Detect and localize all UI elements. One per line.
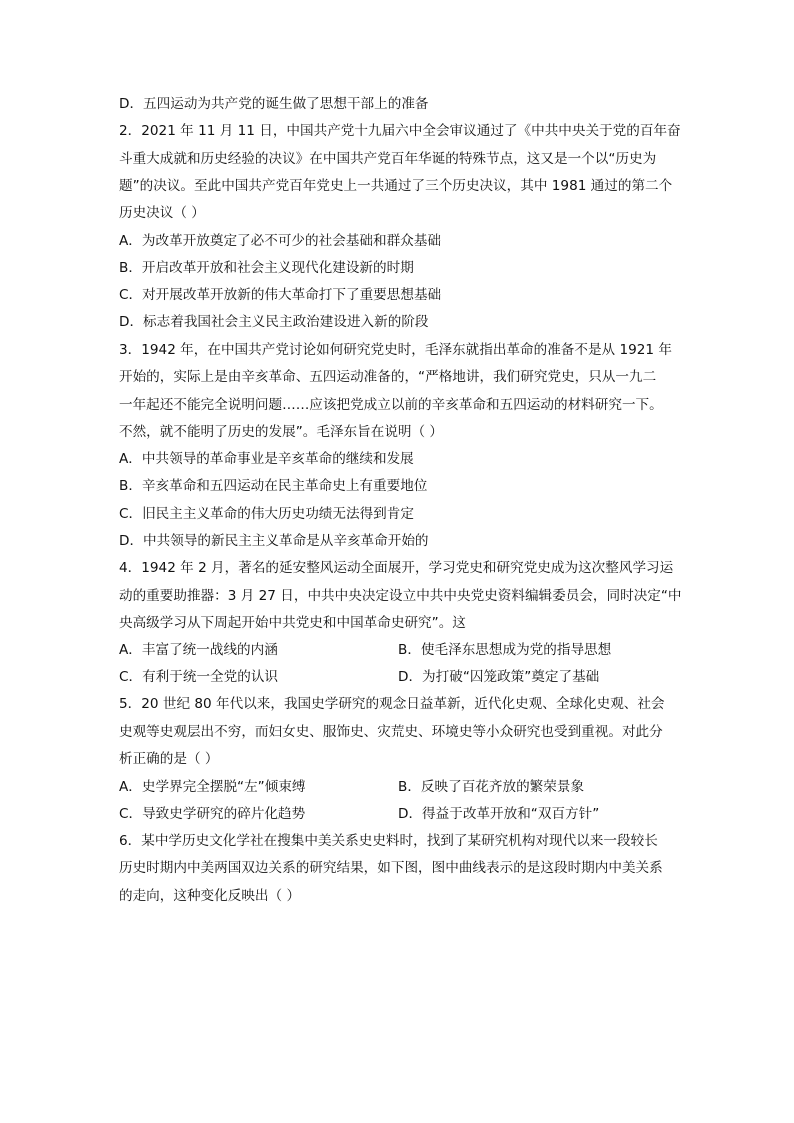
q3-stem-line-2: 开始的，实际上是由辛亥革命、五四运动准备的，“严格地讲，我们研究党史，只从一九二 (119, 369, 657, 385)
q4-stem-line-2: 动的重要助推器：3 月 27 日，中共中央决定设立中共中央党史资料编辑委员会，同时决定“中 (119, 588, 682, 604)
q5-stem-line-2: 史观等史观层出不穷，而妇女史、服饰史、灾荒史、环境史等小众研究也受到重视。对此分 (119, 724, 663, 740)
q6-stem-line-3: 的走向，这种变化反映出（ ） (119, 888, 301, 904)
q4-stem-line-3: 央高级学习从下周起开始中共党史和中国革命史研究”。这 (119, 615, 466, 631)
q2-stem-line-2: 斗重大成就和历史经验的决议》在中国共产党百年华诞的特殊节点，这又是一个以“历史为 (119, 151, 657, 167)
q3-stem-line-3: 一年起还不能完全说明问题……应该把党成立以前的辛亥革命和五四运动的材料研究一下。 (119, 397, 663, 413)
q5-stem-line-1: 5．20 世纪 80 年代以来，我国史学研究的观念日益革新，近代化史观、全球化史观、社会 (119, 696, 665, 712)
q4-option-c: C．有利于统一全党的认识 (119, 669, 279, 685)
q3-option-b: B．辛亥革命和五四运动在民主革命史上有重要地位 (119, 478, 428, 494)
q3-stem-line-4: 不然，就不能明了历史的发展”。毛泽东旨在说明（ ） (119, 424, 444, 440)
q2-option-a: A．为改革开放奠定了必不可少的社会基础和群众基础 (119, 233, 441, 249)
q2-stem-line-3: 题”的决议。至此中国共产党百年党史上一共通过了三个历史决议，其中 1981 通过的第二个 (119, 178, 673, 194)
q6-stem-line-1: 6．某中学历史文化学社在搜集中美关系史史料时，找到了某研究机构对现代以来一段较长 (119, 833, 658, 849)
q4-option-a: A．丰富了统一战线的内涵 (119, 642, 278, 658)
q2-option-b: B．开启改革开放和社会主义现代化建设新的时期 (119, 260, 414, 276)
q1-option-d: D．五四运动为共产党的诞生做了思想干部上的准备 (119, 96, 429, 112)
q2-option-c: C．对开展改革开放新的伟大革命打下了重要思想基础 (119, 287, 442, 303)
q4-option-d: D．为打破“囚笼政策”奠定了基础 (398, 669, 600, 685)
q4-stem-line-1: 4．1942 年 2 月，著名的延安整风运动全面展开，学习党史和研究党史成为这次整风学习运 (119, 560, 674, 576)
q2-stem-line-4: 历史决议（ ） (119, 205, 205, 221)
q3-stem-line-1: 3．1942 年，在中国共产党讨论如何研究党史时，毛泽东就指出革命的准备不是从 1921 年 (119, 342, 672, 358)
q5-option-b: B．反映了百花齐放的繁荣景象 (398, 779, 585, 795)
q5-stem-line-3: 析正确的是（ ） (119, 751, 219, 767)
q5-option-d: D．得益于改革开放和“双百方针” (398, 806, 600, 822)
q2-stem-line-1: 2．2021 年 11 月 11 日，中国共产党十九届六中全会审议通过了《中共中央关于党的百年奋 (119, 123, 681, 139)
q3-option-c: C．旧民主主义革命的伟大历史功绩无法得到肯定 (119, 506, 414, 522)
q5-option-a: A．史学界完全摆脱“左”倾束缚 (119, 779, 306, 795)
q5-option-c: C．导致史学研究的碎片化趋势 (119, 806, 306, 822)
q4-option-b: B．使毛泽东思想成为党的指导思想 (398, 642, 612, 658)
q3-option-a: A．中共领导的革命事业是辛亥革命的继续和发展 (119, 451, 414, 467)
q3-option-d: D．中共领导的新民主主义革命是从辛亥革命开始的 (119, 533, 429, 549)
q2-option-d: D．标志着我国社会主义民主政治建设进入新的阶段 (119, 314, 429, 330)
q6-stem-line-2: 历史时期内中美两国双边关系的研究结果，如下图，图中曲线表示的是这段时期内中美关系 (119, 860, 663, 876)
